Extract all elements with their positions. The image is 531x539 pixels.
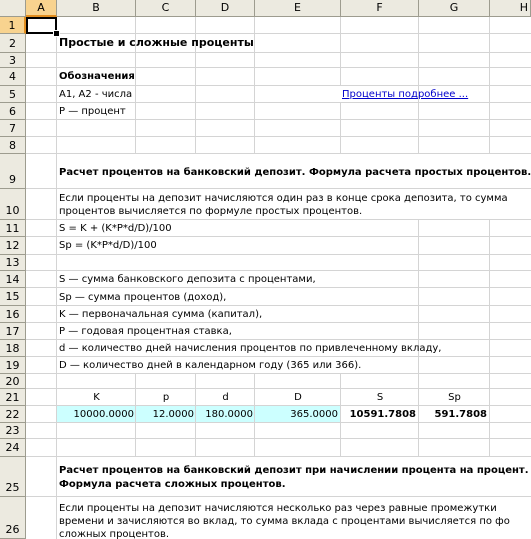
table-header-d: d <box>222 392 229 403</box>
gridline <box>489 17 490 154</box>
row-header-2[interactable]: 2 <box>0 34 26 53</box>
column-header-c[interactable]: C <box>136 0 196 17</box>
gridline <box>26 67 531 68</box>
sheet-title: Простые и сложные проценты <box>59 36 254 49</box>
gridline <box>340 102 341 154</box>
gridline <box>26 119 531 120</box>
row-header-22[interactable]: 22 <box>0 406 26 423</box>
gridline <box>26 388 531 389</box>
gridline <box>26 322 531 323</box>
gridline <box>489 219 490 456</box>
table-header-sp: Sp <box>448 392 461 403</box>
table-value-s[interactable]: 10591.7808 <box>349 409 416 420</box>
row-header-9[interactable]: 9 <box>0 154 26 189</box>
gridline <box>26 136 531 137</box>
gridline <box>26 236 531 237</box>
gridline <box>26 373 531 374</box>
formula-s: S = K + (K*P*d/D)/100 <box>59 223 172 234</box>
gridline <box>26 102 531 103</box>
gridline <box>26 287 531 288</box>
row-header-15[interactable]: 15 <box>0 288 26 306</box>
column-header-e[interactable]: E <box>255 0 341 17</box>
row-header-21[interactable]: 21 <box>0 389 26 406</box>
table-header-p: p <box>162 392 170 403</box>
definition-s: S — сумма банковского депозита с процентами, <box>59 274 316 285</box>
row-header-23[interactable]: 23 <box>0 423 26 439</box>
table-value-sp[interactable]: 591.7808 <box>434 409 487 420</box>
row-header-7[interactable]: 7 <box>0 120 26 137</box>
row-header-12[interactable]: 12 <box>0 237 26 255</box>
definition-D: D — количество дней в календарном году (365 или 366). <box>59 360 362 371</box>
row-header-6[interactable]: 6 <box>0 103 26 120</box>
definition-d: d — количество дней начисления процентов по привлеченному вкладу, <box>59 343 442 354</box>
gridline <box>26 153 531 154</box>
section2-text-line1: Если проценты на депозит начисляются несколько раз через равные промежутки <box>59 503 497 514</box>
column-header-a[interactable]: A <box>26 0 57 17</box>
gridline <box>26 356 531 357</box>
definition-sp: Sp — сумма процентов (доход), <box>59 292 227 303</box>
row-header-25[interactable]: 25 <box>0 457 26 497</box>
gridline <box>26 52 531 53</box>
column-header-d[interactable]: D <box>196 0 255 17</box>
table-header-s: S <box>376 392 384 403</box>
row-header-19[interactable]: 19 <box>0 357 26 374</box>
row-header-14[interactable]: 14 <box>0 271 26 288</box>
row-header-5[interactable]: 5 <box>0 86 26 103</box>
gridline <box>26 339 531 340</box>
gridline <box>26 254 531 255</box>
table-value-days-year[interactable]: 365.0000 <box>290 409 338 420</box>
row-header-18[interactable]: 18 <box>0 340 26 357</box>
section1-text-line1: Если проценты на депозит начисляются один раз в конце срока депозита, то сумма <box>59 193 508 204</box>
section2-text-line2: времени и зачисляются во вклад, то сумма вклада с процентами вычисляется по фо <box>59 516 510 527</box>
row-header-20[interactable]: 20 <box>0 374 26 389</box>
more-percent-link[interactable]: Проценты подробнее ... <box>342 89 469 100</box>
row-header-1[interactable]: 1 <box>0 17 26 34</box>
gridline <box>26 33 531 34</box>
column-header-h[interactable]: H <box>490 0 531 17</box>
section1-title: Расчет процентов на банковский депозит. Формула расчета простых процентов. <box>59 167 531 178</box>
row-header-4[interactable]: 4 <box>0 68 26 86</box>
gridline <box>254 17 255 154</box>
row-header-16[interactable]: 16 <box>0 306 26 323</box>
gridline <box>26 496 531 497</box>
gridline <box>26 270 531 271</box>
gridline <box>26 305 531 306</box>
gridline <box>26 456 531 457</box>
gridline <box>26 188 531 189</box>
row-header-11[interactable]: 11 <box>0 220 26 237</box>
section1-text-line2: процентов вычисляется по формуле простых процентов. <box>59 206 363 217</box>
legend-p: P — процент <box>59 106 126 117</box>
column-header-b[interactable]: B <box>57 0 136 17</box>
table-header-days-year: D <box>294 392 302 403</box>
gridline <box>340 236 341 237</box>
formula-sp: Sp = (K*P*d/D)/100 <box>59 240 157 251</box>
gridline <box>418 17 419 154</box>
definition-k: K — первоначальная сумма (капитал), <box>59 309 263 320</box>
section2-title-line1: Расчет процентов на банковский депозит при начислении процента на процент. <box>59 465 529 476</box>
row-header-13[interactable]: 13 <box>0 255 26 271</box>
definition-p: P — годовая процентная ставка, <box>59 326 232 337</box>
column-header-f[interactable]: F <box>341 0 419 17</box>
gridline <box>26 422 531 423</box>
table-value-k[interactable]: 10000.0000 <box>73 409 134 420</box>
row-header-8[interactable]: 8 <box>0 137 26 154</box>
row-header-17[interactable]: 17 <box>0 323 26 340</box>
select-all-corner[interactable] <box>0 0 26 17</box>
row-header-26[interactable]: 26 <box>0 497 26 539</box>
table-value-p[interactable]: 12.0000 <box>152 409 194 420</box>
gridline <box>26 405 531 406</box>
column-header-g[interactable]: G <box>419 0 490 17</box>
legend-header: Обозначения <box>59 71 135 82</box>
gridline <box>26 438 531 439</box>
table-header-k: K <box>93 392 100 403</box>
gridline <box>340 17 341 86</box>
section2-title-line2: Формула расчета сложных процентов. <box>59 479 286 490</box>
gridline <box>26 219 531 220</box>
section2-text-line3: сложных процентов. <box>59 529 170 539</box>
table-value-d[interactable]: 180.0000 <box>205 409 253 420</box>
row-header-3[interactable]: 3 <box>0 53 26 68</box>
gridline <box>56 17 57 539</box>
gridline <box>26 85 531 86</box>
row-header-24[interactable]: 24 <box>0 439 26 457</box>
legend-a: A1, A2 - числа <box>59 89 133 100</box>
row-header-10[interactable]: 10 <box>0 189 26 220</box>
